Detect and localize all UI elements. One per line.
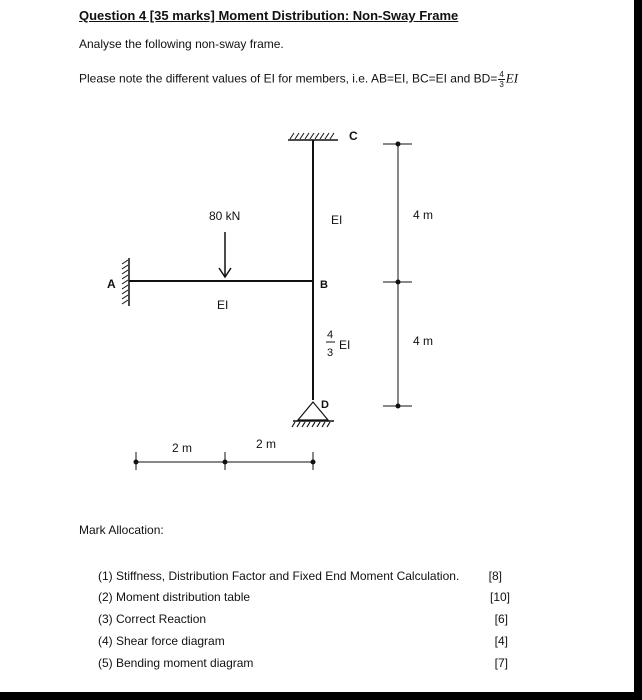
dim-label-left: 2 m bbox=[172, 441, 193, 455]
load-arrow bbox=[219, 232, 231, 277]
mark-item-label: (5) Bending moment diagram bbox=[98, 656, 254, 670]
fixed-support-a bbox=[122, 258, 129, 306]
question-title: Question 4 [35 marks] Moment Distribution: Non-Sway Frame bbox=[79, 8, 459, 23]
mark-item bbox=[98, 590, 510, 604]
node-label-d: D bbox=[321, 399, 329, 411]
ei-bd-frac-num: 4 bbox=[326, 329, 334, 341]
dim-label-lower: 4 m bbox=[413, 334, 434, 348]
ei-note-suffix: EI bbox=[505, 70, 519, 86]
intro-text: Analyse the following non-sway frame. bbox=[79, 37, 284, 51]
mark-item-value: [6] bbox=[494, 612, 508, 626]
mark-item-value: [7] bbox=[494, 656, 508, 670]
ei-note-prefix: Please note the different values of EI for members, i.e. AB=EI, BC=EI and BD= bbox=[79, 71, 498, 86]
dim-label-right: 2 m bbox=[256, 437, 277, 451]
mark-item-label: (3) Correct Reaction bbox=[98, 612, 207, 626]
node-label-b: B bbox=[320, 279, 328, 291]
mark-item-value: [8] bbox=[488, 569, 502, 583]
mark-item-value: [4] bbox=[494, 634, 508, 648]
mark-item bbox=[98, 612, 510, 626]
mark-item-label: (4) Shear force diagram bbox=[98, 634, 225, 648]
mark-item-label: (2) Moment distribution table bbox=[98, 590, 251, 604]
mark-allocation-heading: Mark Allocation: bbox=[79, 523, 164, 537]
ei-label-ab: EI bbox=[217, 298, 229, 312]
node-label-a: A bbox=[107, 277, 116, 291]
node-label-c: C bbox=[349, 129, 358, 143]
mark-item bbox=[98, 569, 510, 583]
ei-label-bc: EI bbox=[331, 213, 343, 227]
ei-note-frac-num: 4 bbox=[499, 70, 504, 79]
mark-item bbox=[98, 634, 510, 648]
ei-note-frac-den: 3 bbox=[499, 80, 504, 89]
mark-item bbox=[98, 656, 510, 670]
fixed-support-c bbox=[288, 133, 338, 140]
dimension-horizontal bbox=[134, 452, 315, 470]
mark-item-label: (1) Stiffness, Distribution Factor and Fixed End Moment Calculation. bbox=[98, 569, 460, 583]
dimension-vertical bbox=[383, 142, 412, 408]
dim-label-upper: 4 m bbox=[413, 208, 434, 222]
mark-item-value: [10] bbox=[489, 590, 510, 604]
ei-bd-text: EI bbox=[339, 338, 351, 352]
ei-label-bd bbox=[326, 329, 350, 359]
ei-bd-frac-den: 3 bbox=[326, 347, 334, 359]
load-label: 80 kN bbox=[209, 209, 241, 223]
